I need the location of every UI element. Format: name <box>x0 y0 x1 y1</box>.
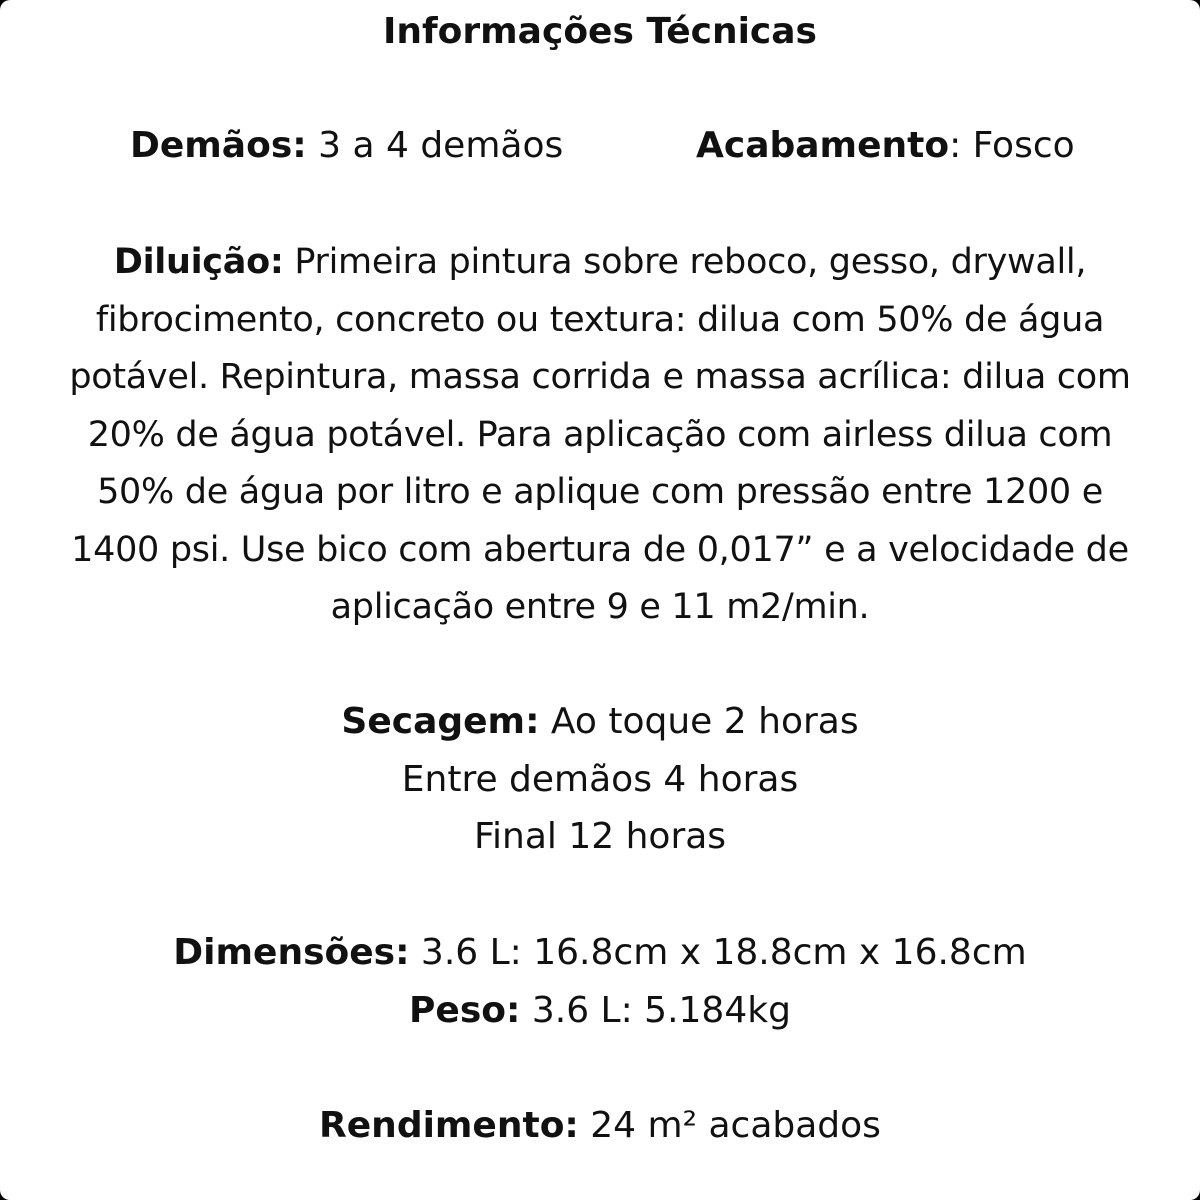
diluicao-line-5: 50% de água por litro e aplique com pressão entre 1200 e <box>97 472 1103 512</box>
demaos-label: Demãos: <box>130 125 307 166</box>
rendimento-label: Rendimento: <box>319 1105 579 1146</box>
dimensoes-line <box>0 924 1200 982</box>
rendimento-section <box>0 1097 1200 1155</box>
secagem-section <box>0 693 1200 866</box>
diluicao-label: Diluição: <box>113 242 284 282</box>
dimensoes-value: 3.6 L: 16.8cm x 18.8cm x 16.8cm <box>409 932 1027 973</box>
diluicao-line-6: 1400 psi. Use bico com abertura de 0,017” e a velocidade de <box>71 529 1129 570</box>
rendimento-line <box>0 1097 1200 1155</box>
demaos-value: 3 a 4 demãos <box>306 125 564 166</box>
rendimento-value: 24 m² acabados <box>578 1105 881 1146</box>
demaos-info <box>130 120 563 172</box>
page-title: Informações Técnicas <box>383 11 817 52</box>
dimensoes-label: Dimensões: <box>173 932 410 973</box>
diluicao-line-4: 20% de água potável. Para aplicação com airless dilua com <box>87 414 1113 455</box>
diluicao-line-7: aplicação entre 9 e 11 m2/min. <box>330 587 870 627</box>
diluicao-line-3: potável. Repintura, massa corrida e massa acrílica: dilua com <box>69 357 1131 397</box>
peso-value: 3.6 L: 5.184kg <box>520 989 791 1031</box>
acabamento-value: : Fosco <box>949 125 1075 166</box>
diluicao-section <box>0 234 1200 637</box>
secagem-line-3: Final 12 horas <box>473 816 727 857</box>
secagem-line-1 <box>0 693 1200 751</box>
secagem-line-2: Entre demãos 4 horas <box>401 758 799 800</box>
dimensoes-peso-section <box>0 924 1200 1039</box>
acabamento-label: Acabamento <box>696 125 950 166</box>
diluicao-line-2: fibrocimento, concreto ou textura: dilua com 50% de água <box>95 299 1105 340</box>
diluicao-line-1 <box>0 234 1200 292</box>
secagem-text-1: Ao toque 2 horas <box>539 701 859 742</box>
secagem-label: Secagem: <box>341 701 540 742</box>
peso-label: Peso: <box>409 989 521 1031</box>
peso-line <box>0 982 1200 1040</box>
acabamento-info <box>696 120 1075 172</box>
demaos-acabamento-row <box>0 120 1200 172</box>
diluicao-text-1: Primeira pintura sobre reboco, gesso, drywall, <box>283 242 1087 282</box>
